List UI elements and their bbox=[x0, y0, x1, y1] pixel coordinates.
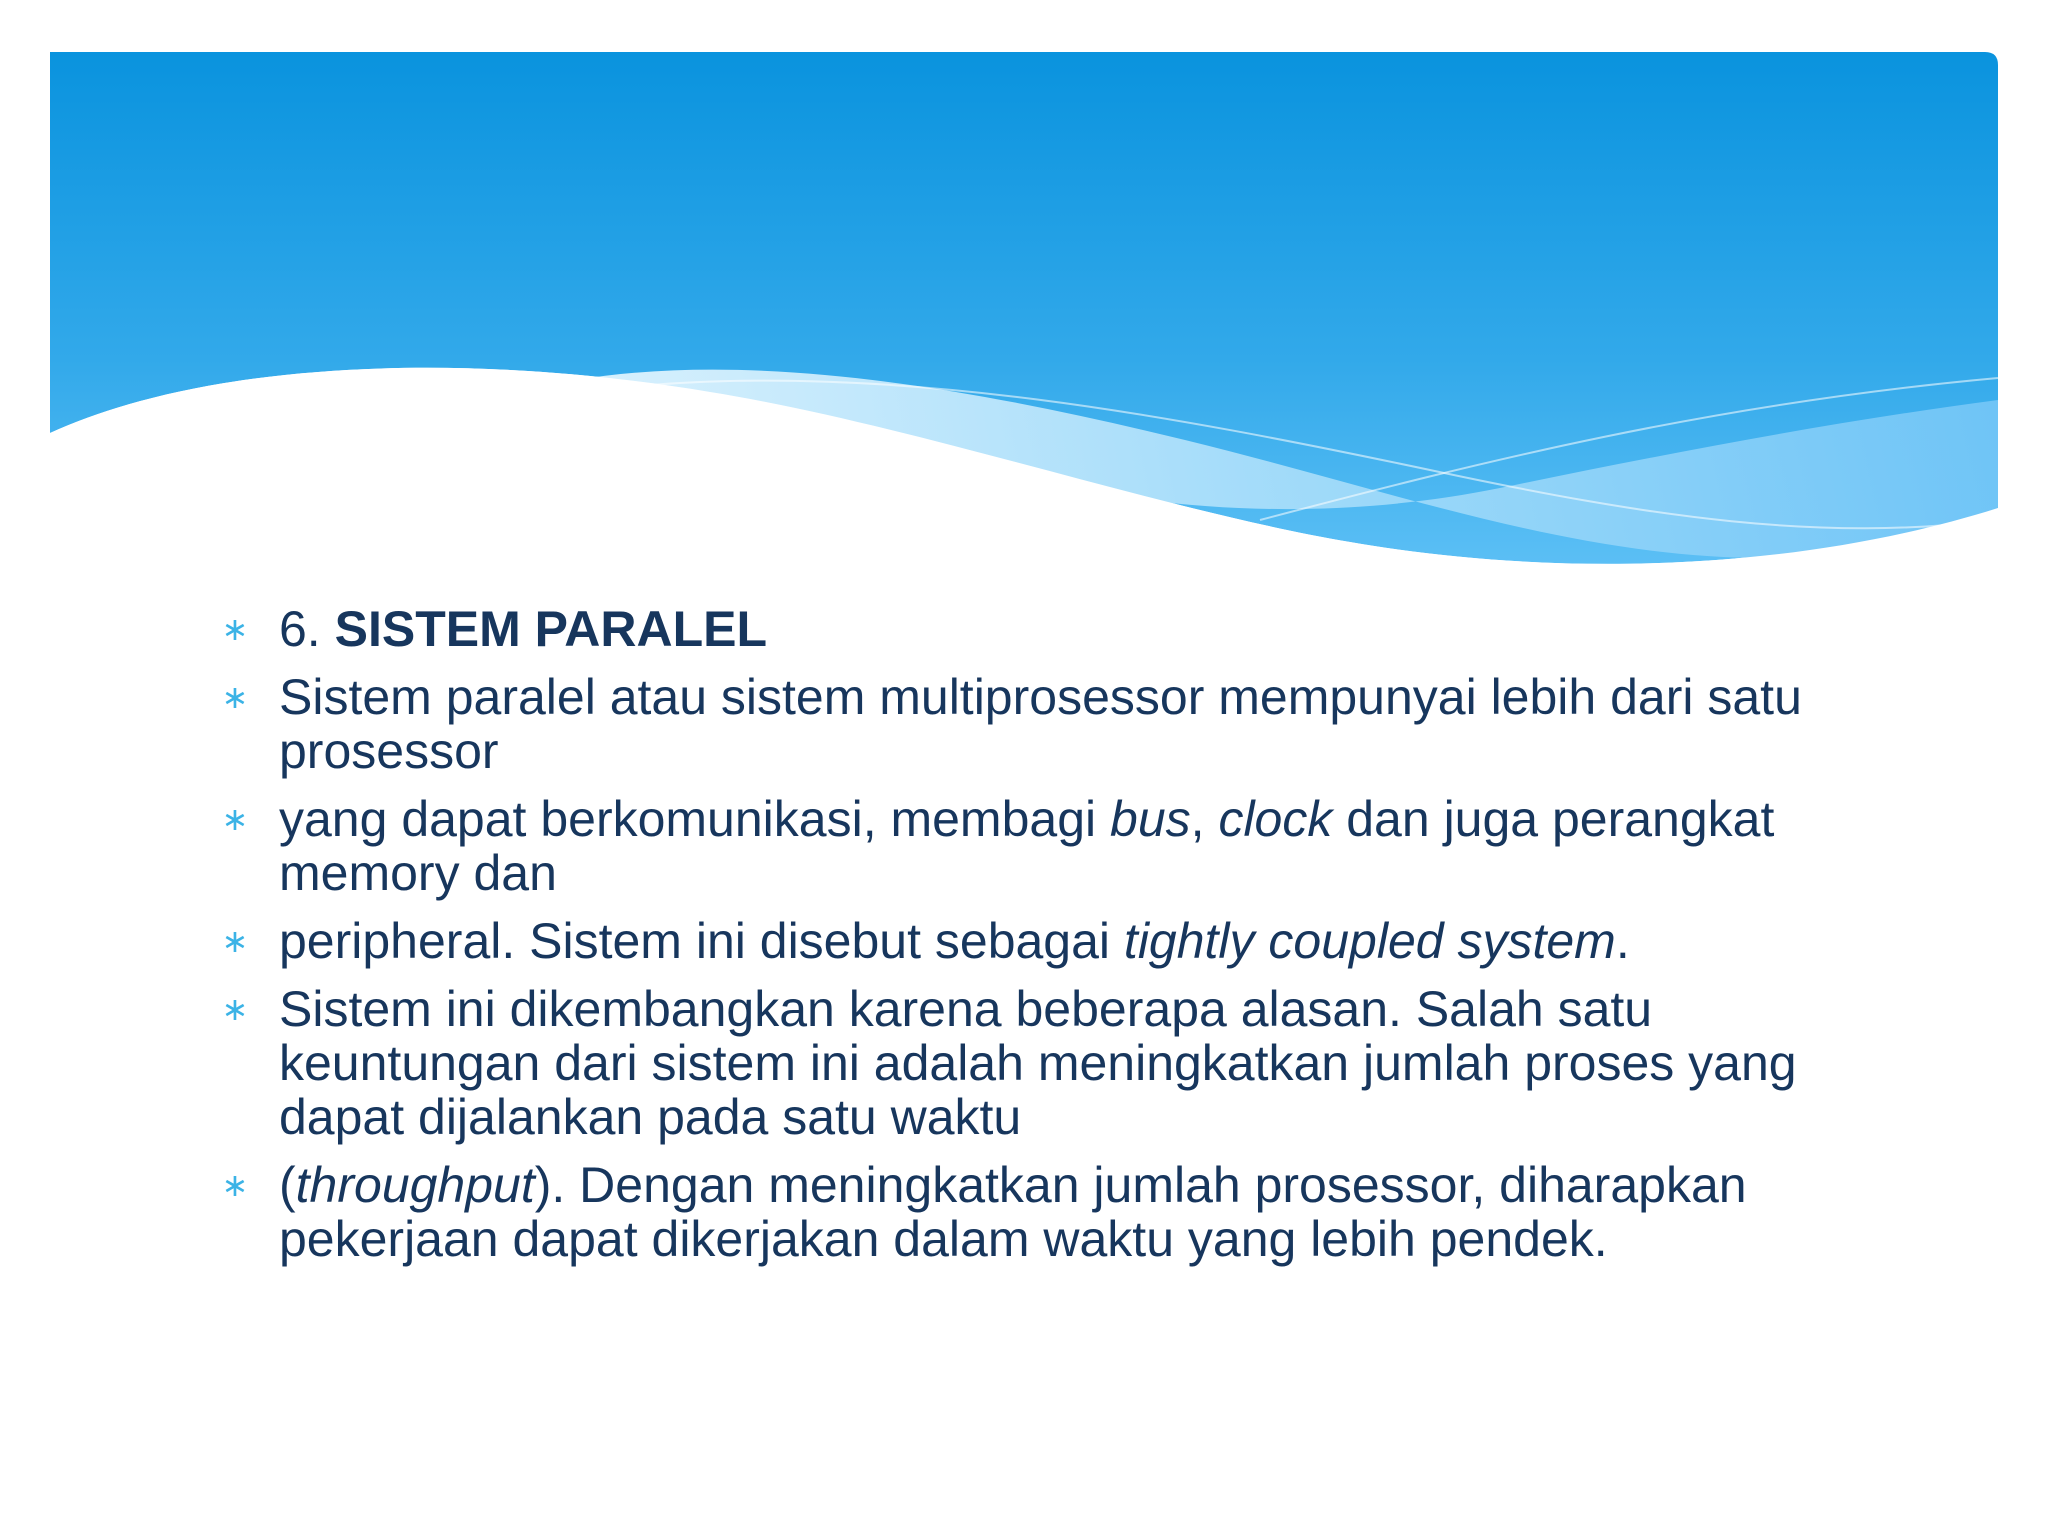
bullet-text-lead: ( bbox=[279, 1157, 296, 1213]
bullet-item-title bbox=[215, 602, 1855, 656]
slide-content bbox=[215, 602, 1855, 1280]
bullet-text-lead: yang dapat berkomunikasi, membagi bbox=[279, 791, 1111, 847]
bullet-text-rich bbox=[279, 792, 1855, 900]
bullet-text-comma: , bbox=[1190, 791, 1219, 847]
asterisk-bullet-icon: ∗ bbox=[221, 1166, 249, 1204]
title-line bbox=[279, 602, 1855, 656]
bullet-text-lead: peripheral. Sistem ini disebut sebagai bbox=[279, 913, 1124, 969]
asterisk-bullet-icon: ∗ bbox=[221, 800, 249, 838]
bullet-text-tail: ). Dengan meningkatkan jumlah prosessor, diharapkan pekerjaan dapat dikerjakan dalam waktu yang lebih pendek. bbox=[279, 1157, 1747, 1267]
bullet-text-italic: throughput bbox=[295, 1157, 535, 1213]
title-number: 6. bbox=[279, 601, 321, 657]
bullet-text-tail: dan juga perangkat memory dan bbox=[279, 791, 1775, 901]
bullet-text-bus: bus bbox=[1110, 791, 1191, 847]
bullet-text: Sistem paralel atau sistem multiprosessor mempunyai lebih dari satu prosessor bbox=[279, 669, 1802, 779]
bullet-item-communication bbox=[215, 792, 1855, 900]
asterisk-bullet-icon: ∗ bbox=[221, 678, 249, 716]
title-text: SISTEM PARALEL bbox=[334, 601, 768, 657]
asterisk-bullet-icon: ∗ bbox=[221, 610, 249, 648]
asterisk-bullet-icon: ∗ bbox=[221, 990, 249, 1028]
bullet-text-clock: clock bbox=[1218, 791, 1333, 847]
bullet-text-italic: tightly coupled system bbox=[1123, 913, 1616, 969]
bullet-text-rich bbox=[279, 914, 1855, 968]
bullet-item-advantage bbox=[215, 982, 1855, 1144]
bullet-text: Sistem ini dikembangkan karena beberapa alasan. Salah satu keuntungan dari sistem ini adalah meningkatkan jumlah proses yang dapat dijalankan pada satu waktu bbox=[279, 981, 1797, 1145]
bullet-text-rich bbox=[279, 1158, 1855, 1266]
header-wave-band bbox=[0, 0, 2048, 600]
bullet-item-definition bbox=[215, 670, 1855, 778]
bullet-text-tail: . bbox=[1615, 913, 1630, 969]
bullet-item-throughput bbox=[215, 1158, 1855, 1266]
bullet-item-peripheral bbox=[215, 914, 1855, 968]
asterisk-bullet-icon: ∗ bbox=[221, 922, 249, 960]
